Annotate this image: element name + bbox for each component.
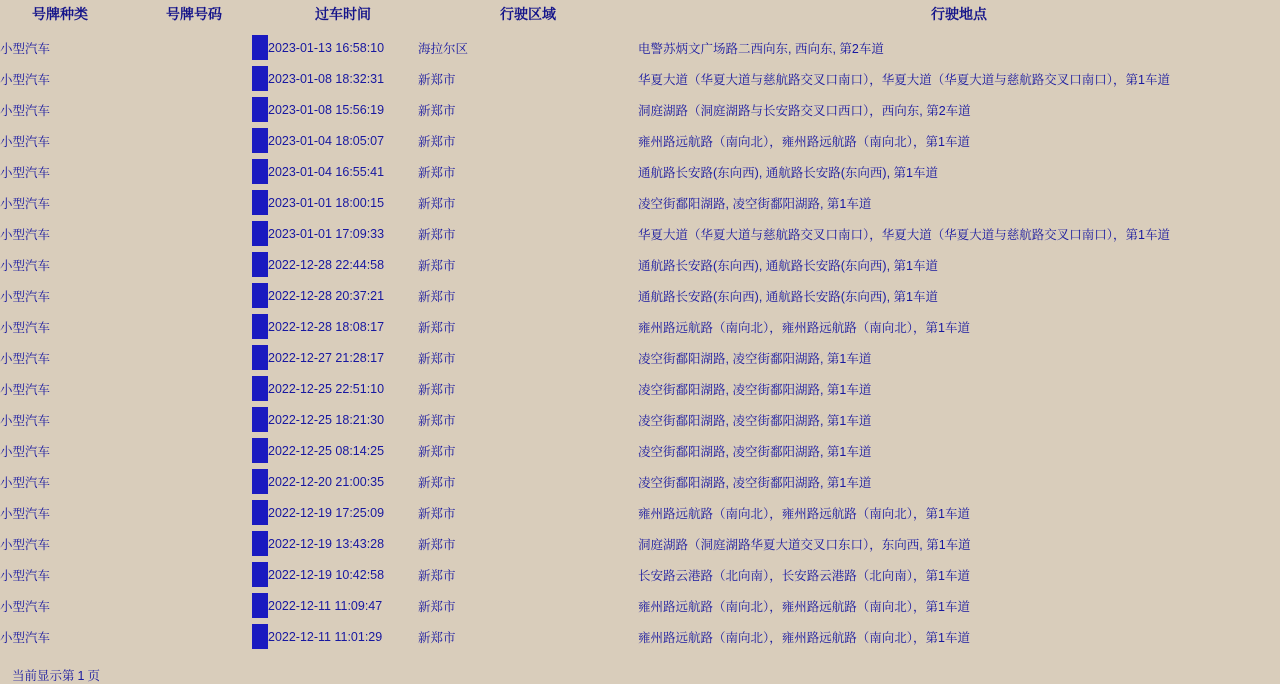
cell-pass-time: 2022-12-19 10:42:58 — [268, 567, 385, 582]
plate-chip[interactable] — [252, 314, 268, 339]
cell-plate-type: 小型汽车 — [0, 351, 51, 366]
table-row[interactable] — [0, 218, 1280, 249]
cell-plate-type: 小型汽车 — [0, 382, 51, 397]
table-body — [0, 32, 1280, 652]
cell-plate-type: 小型汽车 — [0, 258, 51, 273]
table-row[interactable] — [0, 528, 1280, 559]
cell-pass-time: 2023-01-13 16:58:10 — [268, 40, 385, 55]
cell-location: 雍州路远航路（南向北），雍州路远航路（南向北），第1车道 — [638, 599, 970, 614]
cell-location: 凌空街鄱阳湖路, 凌空街鄱阳湖路, 第1车道 — [638, 475, 872, 490]
cell-plate-number[interactable] — [120, 280, 268, 311]
cell-plate-number[interactable] — [120, 404, 268, 435]
cell-pass-time: 2023-01-01 18:00:15 — [268, 195, 385, 210]
table-row[interactable] — [0, 125, 1280, 156]
table-row[interactable] — [0, 435, 1280, 466]
cell-plate-type: 小型汽车 — [0, 289, 51, 304]
cell-area: 新郑市 — [418, 258, 456, 273]
plate-chip[interactable] — [252, 66, 268, 91]
cell-location: 雍州路远航路（南向北），雍州路远航路（南向北），第1车道 — [638, 320, 970, 335]
cell-pass-time: 2022-12-25 08:14:25 — [268, 443, 385, 458]
cell-location: 通航路长安路(东向西), 通航路长安路(东向西), 第1车道 — [638, 258, 938, 273]
cell-pass-time: 2023-01-08 18:32:31 — [268, 71, 385, 86]
cell-area: 新郑市 — [418, 134, 456, 149]
plate-chip[interactable] — [252, 593, 268, 618]
cell-pass-time: 2022-12-19 17:25:09 — [268, 505, 385, 520]
cell-plate-type: 小型汽车 — [0, 196, 51, 211]
table-row[interactable] — [0, 187, 1280, 218]
cell-area: 新郑市 — [418, 475, 456, 490]
column-header-plate-type: 号牌种类 — [32, 6, 88, 22]
plate-chip[interactable] — [252, 407, 268, 432]
plate-chip[interactable] — [252, 190, 268, 215]
plate-chip[interactable] — [252, 283, 268, 308]
table-row[interactable] — [0, 342, 1280, 373]
cell-pass-time: 2023-01-08 15:56:19 — [268, 102, 385, 117]
cell-location: 凌空街鄱阳湖路, 凌空街鄱阳湖路, 第1车道 — [638, 351, 872, 366]
cell-area: 新郑市 — [418, 165, 456, 180]
cell-plate-number[interactable] — [120, 528, 268, 559]
cell-location: 雍州路远航路（南向北），雍州路远航路（南向北），第1车道 — [638, 630, 970, 645]
plate-chip[interactable] — [252, 469, 268, 494]
cell-pass-time: 2022-12-19 13:43:28 — [268, 536, 385, 551]
cell-plate-number[interactable] — [120, 125, 268, 156]
cell-plate-number[interactable] — [120, 187, 268, 218]
cell-area: 新郑市 — [418, 289, 456, 304]
plate-chip[interactable] — [252, 562, 268, 587]
cell-area: 新郑市 — [418, 103, 456, 118]
plate-chip[interactable] — [252, 500, 268, 525]
column-header-pass-time: 过车时间 — [315, 6, 371, 22]
cell-location: 长安路云港路（北向南），长安路云港路（北向南），第1车道 — [638, 568, 970, 583]
cell-plate-type: 小型汽车 — [0, 227, 51, 242]
pagination-page-number: 1 — [77, 669, 85, 683]
table-header — [0, 0, 1280, 32]
cell-plate-number[interactable] — [120, 218, 268, 249]
cell-plate-type: 小型汽车 — [0, 537, 51, 552]
plate-chip[interactable] — [252, 128, 268, 153]
cell-plate-number[interactable] — [120, 311, 268, 342]
cell-plate-type: 小型汽车 — [0, 475, 51, 490]
column-header-area: 行驶区域 — [500, 6, 556, 22]
cell-location: 洞庭湖路（洞庭湖路与长安路交叉口西口），西向东, 第2车道 — [638, 103, 971, 118]
plate-chip[interactable] — [252, 376, 268, 401]
cell-plate-type: 小型汽车 — [0, 568, 51, 583]
plate-chip[interactable] — [252, 252, 268, 277]
cell-plate-type: 小型汽车 — [0, 72, 51, 87]
plate-chip[interactable] — [252, 624, 268, 649]
cell-plate-type: 小型汽车 — [0, 320, 51, 335]
pagination-suffix: 页 — [87, 669, 100, 683]
cell-location: 凌空街鄱阳湖路, 凌空街鄱阳湖路, 第1车道 — [638, 413, 872, 428]
cell-plate-number[interactable] — [120, 435, 268, 466]
cell-area: 新郑市 — [418, 537, 456, 552]
cell-plate-number[interactable] — [120, 590, 268, 621]
cell-area: 新郑市 — [418, 630, 456, 645]
cell-pass-time: 2022-12-11 11:01:29 — [268, 629, 383, 644]
cell-location: 华夏大道（华夏大道与慈航路交叉口南口），华夏大道（华夏大道与慈航路交叉口南口），第1车道 — [638, 227, 1170, 242]
cell-area: 新郑市 — [418, 320, 456, 335]
cell-pass-time: 2022-12-27 21:28:17 — [268, 350, 385, 365]
cell-area: 新郑市 — [418, 506, 456, 521]
cell-plate-type: 小型汽车 — [0, 444, 51, 459]
table-header-row — [0, 0, 1280, 32]
cell-area: 新郑市 — [418, 351, 456, 366]
table-row[interactable] — [0, 32, 1280, 63]
cell-location: 凌空街鄱阳湖路, 凌空街鄱阳湖路, 第1车道 — [638, 382, 872, 397]
cell-pass-time: 2023-01-01 17:09:33 — [268, 226, 385, 241]
cell-location: 雍州路远航路（南向北），雍州路远航路（南向北），第1车道 — [638, 134, 970, 149]
cell-plate-number[interactable] — [120, 32, 268, 63]
cell-plate-type: 小型汽车 — [0, 506, 51, 521]
cell-plate-number[interactable] — [120, 559, 268, 590]
table-row[interactable] — [0, 559, 1280, 590]
cell-plate-number[interactable] — [120, 249, 268, 280]
cell-location: 凌空街鄱阳湖路, 凌空街鄱阳湖路, 第1车道 — [638, 444, 872, 459]
plate-chip[interactable] — [252, 159, 268, 184]
cell-location: 洞庭湖路（洞庭湖路华夏大道交叉口东口），东向西, 第1车道 — [638, 537, 971, 552]
pagination-prefix: 当前显示第 — [12, 669, 75, 683]
cell-pass-time: 2022-12-25 22:51:10 — [268, 381, 385, 396]
cell-area: 新郑市 — [418, 227, 456, 242]
plate-chip[interactable] — [252, 345, 268, 370]
plate-chip[interactable] — [252, 221, 268, 246]
cell-plate-number[interactable] — [120, 342, 268, 373]
cell-area: 新郑市 — [418, 599, 456, 614]
cell-pass-time: 2022-12-11 11:09:47 — [268, 598, 383, 613]
plate-chip[interactable] — [252, 531, 268, 556]
cell-pass-time: 2023-01-04 18:05:07 — [268, 133, 385, 148]
cell-plate-number[interactable] — [120, 63, 268, 94]
cell-pass-time: 2022-12-25 18:21:30 — [268, 412, 385, 427]
column-header-location: 行驶地点 — [931, 6, 987, 22]
cell-pass-time: 2023-01-04 16:55:41 — [268, 164, 385, 179]
cell-location: 华夏大道（华夏大道与慈航路交叉口南口），华夏大道（华夏大道与慈航路交叉口南口），第1车道 — [638, 72, 1170, 87]
table-row[interactable] — [0, 94, 1280, 125]
cell-plate-type: 小型汽车 — [0, 413, 51, 428]
table-row[interactable] — [0, 621, 1280, 652]
cell-plate-type: 小型汽车 — [0, 41, 51, 56]
cell-pass-time: 2022-12-28 20:37:21 — [268, 288, 385, 303]
table-row[interactable] — [0, 373, 1280, 404]
cell-plate-number[interactable] — [120, 156, 268, 187]
cell-area: 新郑市 — [418, 72, 456, 87]
table-row[interactable] — [0, 280, 1280, 311]
cell-area: 新郑市 — [418, 196, 456, 211]
cell-pass-time: 2022-12-28 22:44:58 — [268, 257, 385, 272]
cell-location: 凌空街鄱阳湖路, 凌空街鄱阳湖路, 第1车道 — [638, 196, 872, 211]
cell-pass-time: 2022-12-20 21:00:35 — [268, 474, 385, 489]
table-row[interactable] — [0, 497, 1280, 528]
table-row[interactable] — [0, 63, 1280, 94]
cell-plate-number[interactable] — [120, 94, 268, 125]
cell-location: 通航路长安路(东向西), 通航路长安路(东向西), 第1车道 — [638, 165, 938, 180]
cell-plate-number[interactable] — [120, 373, 268, 404]
table-row[interactable] — [0, 466, 1280, 497]
pagination-status — [0, 666, 1280, 684]
column-header-plate-number: 号牌号码 — [166, 6, 222, 22]
cell-location: 雍州路远航路（南向北），雍州路远航路（南向北），第1车道 — [638, 506, 970, 521]
cell-pass-time: 2022-12-28 18:08:17 — [268, 319, 385, 334]
cell-plate-type: 小型汽车 — [0, 599, 51, 614]
cell-plate-number[interactable] — [120, 621, 268, 652]
cell-plate-type: 小型汽车 — [0, 134, 51, 149]
cell-area: 新郑市 — [418, 444, 456, 459]
table-row[interactable] — [0, 404, 1280, 435]
cell-plate-number[interactable] — [120, 497, 268, 528]
cell-area: 新郑市 — [418, 382, 456, 397]
table-row[interactable] — [0, 156, 1280, 187]
table-row[interactable] — [0, 311, 1280, 342]
cell-plate-type: 小型汽车 — [0, 165, 51, 180]
table-row[interactable] — [0, 590, 1280, 621]
cell-area: 新郑市 — [418, 568, 456, 583]
cell-plate-number[interactable] — [120, 466, 268, 497]
cell-location: 电警苏炳文广场路二西向东, 西向东, 第2车道 — [638, 41, 884, 56]
cell-plate-type: 小型汽车 — [0, 630, 51, 645]
cell-location: 通航路长安路(东向西), 通航路长安路(东向西), 第1车道 — [638, 289, 938, 304]
cell-plate-type: 小型汽车 — [0, 103, 51, 118]
plate-chip[interactable] — [252, 97, 268, 122]
table-row[interactable] — [0, 249, 1280, 280]
cell-area: 海拉尔区 — [418, 41, 469, 56]
plate-chip[interactable] — [252, 438, 268, 463]
plate-chip[interactable] — [252, 35, 268, 60]
cell-area: 新郑市 — [418, 413, 456, 428]
